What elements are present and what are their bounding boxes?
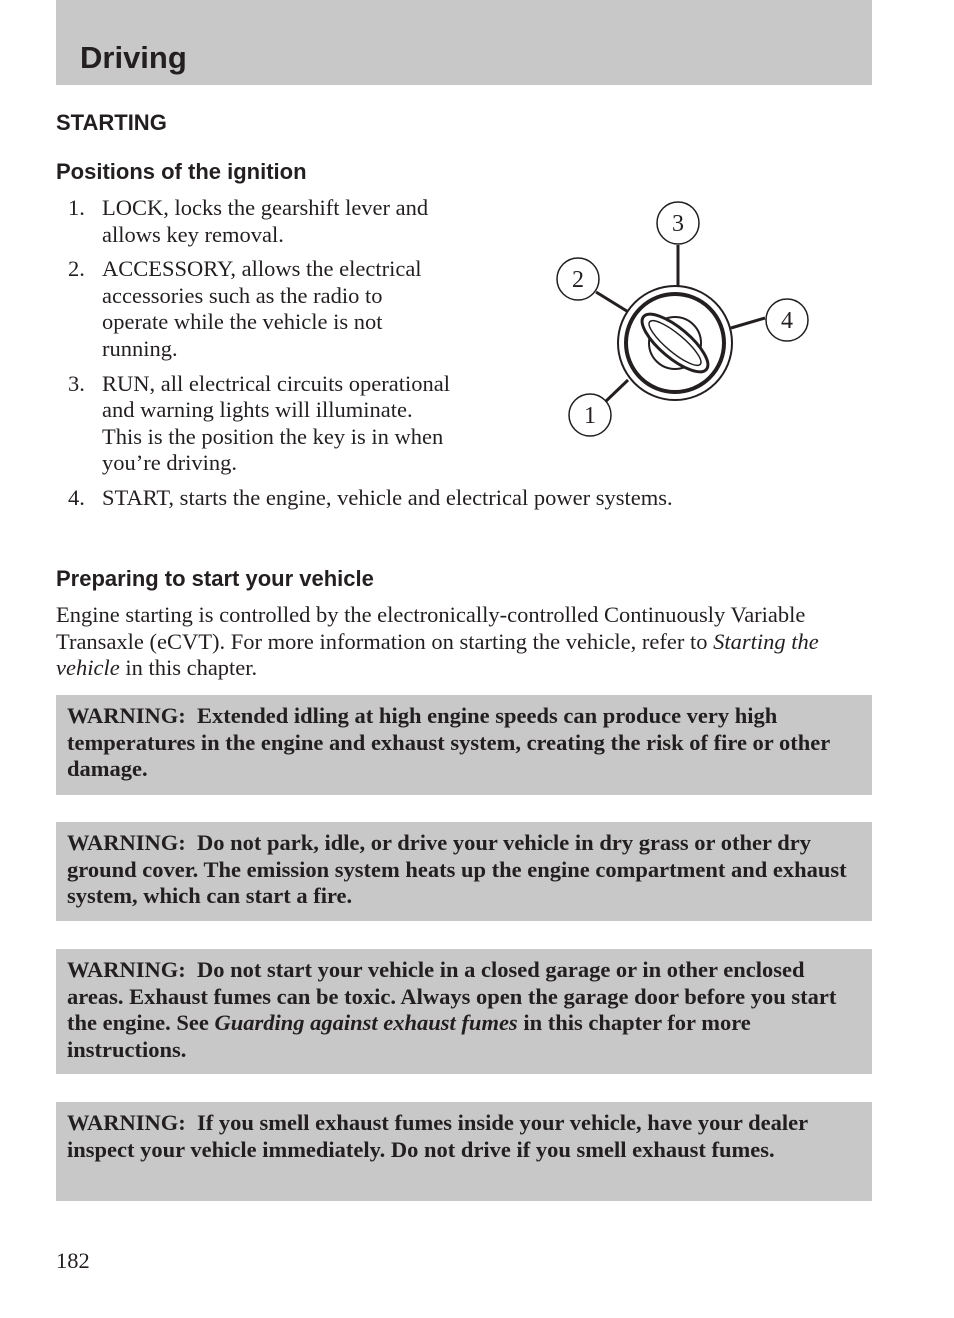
ignition-diagram [555, 195, 815, 445]
preparing-heading: Preparing to start your vehicle [56, 566, 374, 591]
warning-box [56, 949, 872, 1074]
list-item [56, 485, 882, 512]
list-item [56, 256, 452, 362]
item-text: ACCESSORY, allows the electrical accessories such as the radio to operate while the vehicle is not running. [102, 256, 422, 361]
position-label: 4 [781, 308, 793, 334]
chapter-header-bar [56, 0, 872, 85]
preparing-paragraph [56, 602, 836, 682]
cross-reference-text: Guarding against exhaust fumes [214, 1010, 518, 1036]
section-title: STARTING [56, 110, 167, 135]
ignition-cylinder-icon [618, 286, 732, 400]
warning-text: If you smell exhaust fumes inside your vehicle, have your dealer inspect your vehicle immediately. Do not drive if you smell exhaust fumes. [67, 1110, 808, 1162]
item-number: 4. [68, 484, 85, 510]
warning-text: Do not start your vehicle in a closed garage or in other enclosed areas. Exhaust fumes can be toxic. Always open the garage door before you start the engine. See [67, 957, 837, 1036]
warning-label: WARNING: [67, 957, 186, 982]
item-number: 2. [68, 256, 85, 282]
list-item [56, 371, 452, 477]
warning-text-end: in this chapter for more instructions. [67, 1010, 751, 1062]
ignition-heading: Positions of the ignition [56, 159, 307, 184]
item-text: LOCK, locks the gearshift lever and allows key removal. [102, 195, 429, 247]
position-label: 2 [572, 267, 584, 293]
warning-label: WARNING: [67, 830, 186, 855]
item-text: RUN, all electrical circuits operational and warning lights will illuminate. This is the position the key is in when you’re driving. [102, 370, 450, 476]
warning-box [56, 1102, 872, 1201]
paragraph-text-end: in this chapter. [119, 655, 258, 681]
position-4-callout [766, 299, 808, 341]
position-3-callout [657, 202, 699, 244]
item-number: 3. [68, 370, 85, 396]
paragraph-text: Engine starting is controlled by the electronically-controlled Continuously Variable Transaxle (eCVT). For more information on starting the vehicle, refer to [56, 602, 806, 654]
item-number: 1. [68, 195, 85, 220]
position-1-callout [569, 394, 611, 436]
position-2-callout [557, 258, 599, 300]
position-label: 1 [584, 403, 596, 429]
warning-text: Do not park, idle, or drive your vehicle in dry grass or other dry ground cover. The emission system heats up the engine compartment and exhaust system, which can start a fire. [67, 830, 847, 909]
warning-label: WARNING: [67, 1110, 186, 1135]
page-number: 182 [56, 1248, 90, 1273]
position-label: 3 [672, 211, 684, 237]
warning-text: Extended idling at high engine speeds can produce very high temperatures in the engine and exhaust system, creating the risk of fire or other damage. [67, 703, 830, 782]
item-text: START, starts the engine, vehicle and electrical power systems. [102, 484, 673, 510]
chapter-title: Driving [80, 40, 187, 75]
list-item [56, 195, 452, 248]
cross-reference-text: Starting the vehicle [56, 628, 819, 681]
warning-box [56, 695, 872, 795]
warning-label: WARNING: [67, 703, 186, 728]
warning-box [56, 822, 872, 921]
